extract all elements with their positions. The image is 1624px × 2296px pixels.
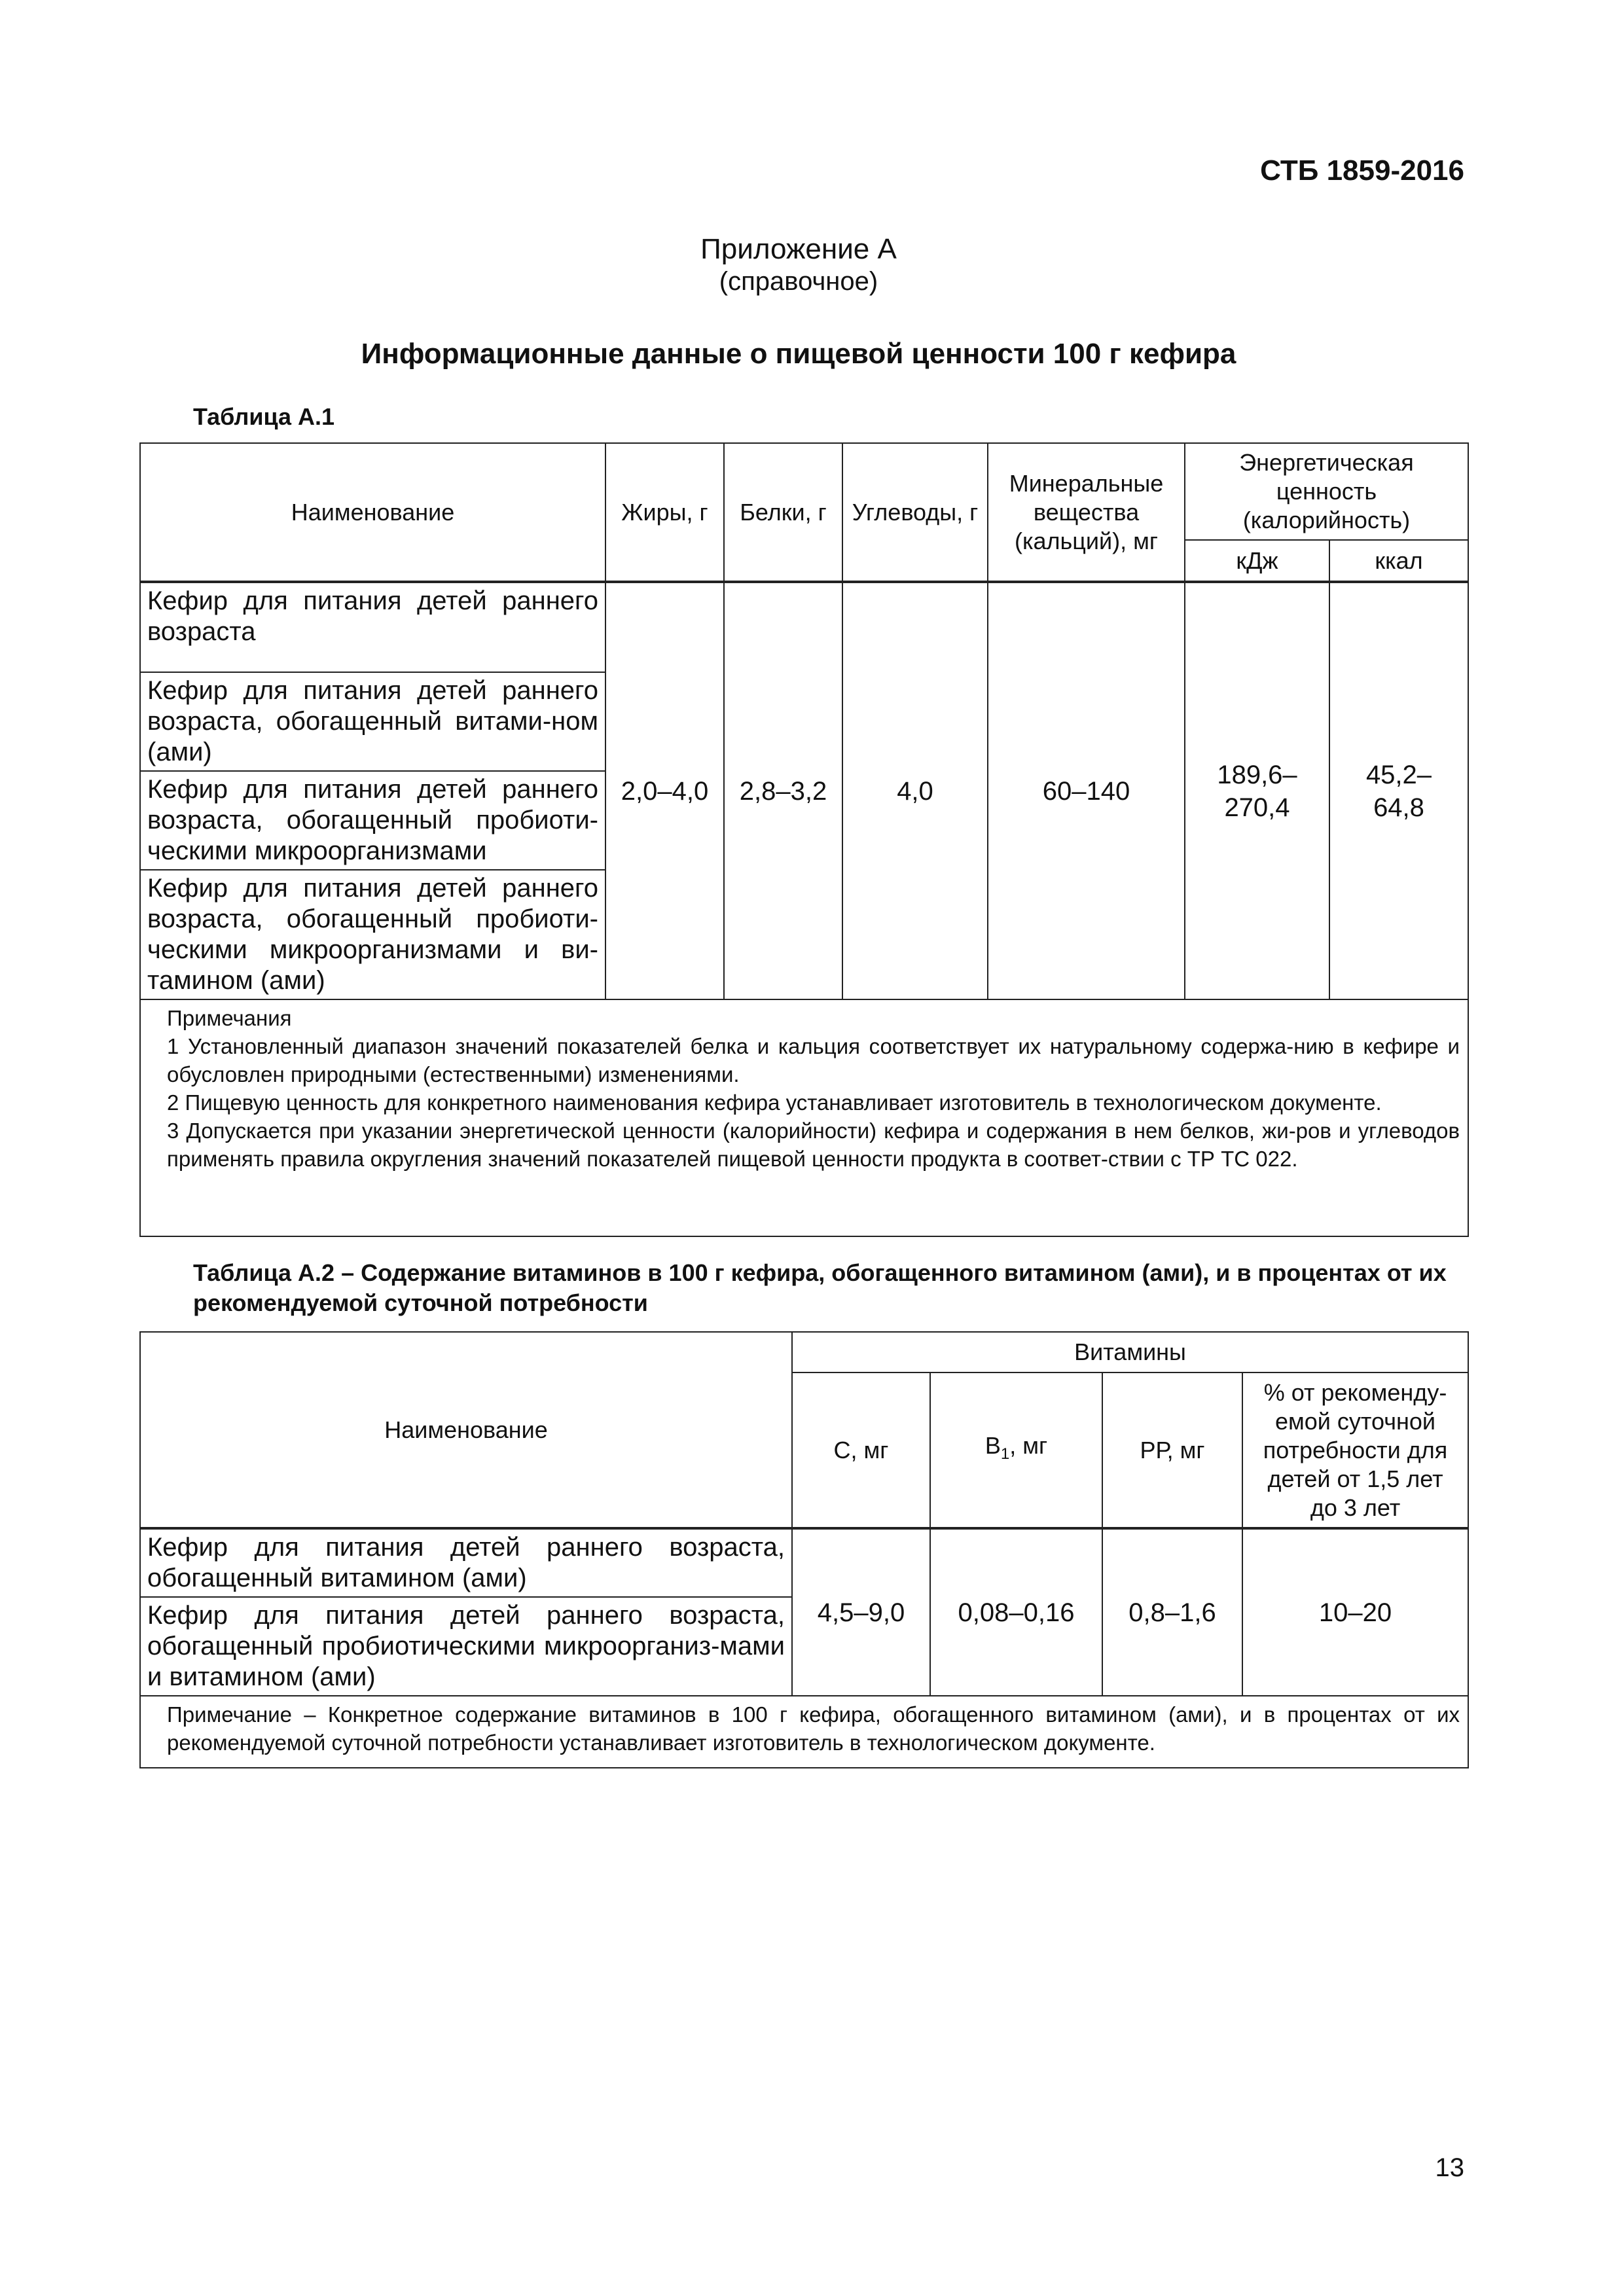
t1-header-proteins: Белки, г [724,443,842,582]
t1-header-kj: кДж [1185,540,1329,582]
table-a1 [139,442,1469,1237]
page-number: 13 [1435,2153,1464,2182]
appendix-title: Приложение А [700,233,897,265]
t1-value-proteins: 2,8–3,2 [724,582,842,999]
t2-row-name: Кефир для питания детей раннего возраста, обогащенный витамином (ами) [140,1528,792,1597]
t1-header-name: Наименование [140,443,605,582]
t1-value-kj: 189,6–270,4 [1185,582,1329,999]
standard-code: СТБ 1859-2016 [1260,154,1464,187]
t1-notes-title: Примечания [167,1006,292,1030]
t1-note-2: 2 Пищевую ценность для конкретного наименования кефира устанавливает изготовитель в технологическом документе. [167,1090,1382,1115]
table-a2 [139,1331,1469,1768]
t2-header-pp: РР, мг [1102,1372,1242,1528]
t1-value-kcal: 45,2–64,8 [1329,582,1468,999]
t1-note-3: 3 Допускается при указании энергетической ценности (калорийности) кефира и содержания в нем белков, жи-ров и углеводов применять правила округления значений показателей пищевой ценности продукта в соответ-ствии с ТР ТС 022. [167,1119,1460,1171]
t2-header-name: Наименование [140,1332,792,1528]
t2-header-b1: $B_1$, мг [930,1372,1102,1528]
t2-value-pp: 0,8–1,6 [1102,1528,1242,1696]
appendix-subtitle: (справочное) [719,267,878,296]
t2-value-c: 4,5–9,0 [792,1528,930,1696]
t1-value-minerals: 60–140 [988,582,1185,999]
appendix-heading: Информационные данные о пищевой ценности 100 г кефира [361,338,1236,370]
t1-header-kcal: ккал [1329,540,1468,582]
t1-header-fats: Жиры, г [605,443,724,582]
t1-value-carbs: 4,0 [842,582,988,999]
t1-row-name: Кефир для питания детей раннего возраста, обогащенный пробиоти-ческими микроорганизмами [140,771,605,870]
t1-header-minerals: Минеральные вещества (кальций), мг [988,443,1185,582]
t1-note-1: 1 Установленный диапазон значений показателей белка и кальция соответствует их натуральному содержа-нию в кефире и обусловлен природными (естественными) изменениями. [167,1034,1460,1086]
t2-value-percent: 10–20 [1242,1528,1468,1696]
table2-caption: Таблица А.2 – Содержание витаминов в 100 г кефира, обогащенного витамином (ами), и в процентах от их рекомендуемой суточной потребности [193,1259,1447,1316]
t2-header-vitamins: Витамины [792,1332,1468,1372]
t2-value-b1: 0,08–0,16 [930,1528,1102,1696]
t2-header-c: С, мг [792,1372,930,1528]
t2-header-percent: % от рекоменду-емой суточной потребности для детей от 1,5 лет до 3 лет [1242,1372,1468,1528]
t2-note: Примечание – Конкретное содержание витаминов в 100 г кефира, обогащенного витамином (ами), и в процентах от их рекомендуемой суточной потребности устанавливает изготовитель в технологическом документе. [140,1696,1468,1768]
t1-row-name: Кефир для питания детей раннего возраста [140,582,605,672]
t1-header-carbs: Углеводы, г [842,443,988,582]
t1-notes [140,999,1468,1236]
t1-value-fats: 2,0–4,0 [605,582,724,999]
t1-row-name: Кефир для питания детей раннего возраста, обогащенный витами-ном (ами) [140,672,605,771]
t1-row-name: Кефир для питания детей раннего возраста, обогащенный пробиоти-ческими микроорганизмами и ви-тамином (ами) [140,870,605,999]
t2-row-name: Кефир для питания детей раннего возраста, обогащенный пробиотическими микроорганиз-мами и витамином (ами) [140,1597,792,1696]
table1-caption: Таблица А.1 [193,403,335,430]
t1-header-energy: Энергетическая ценность (калорийность) [1185,443,1468,540]
